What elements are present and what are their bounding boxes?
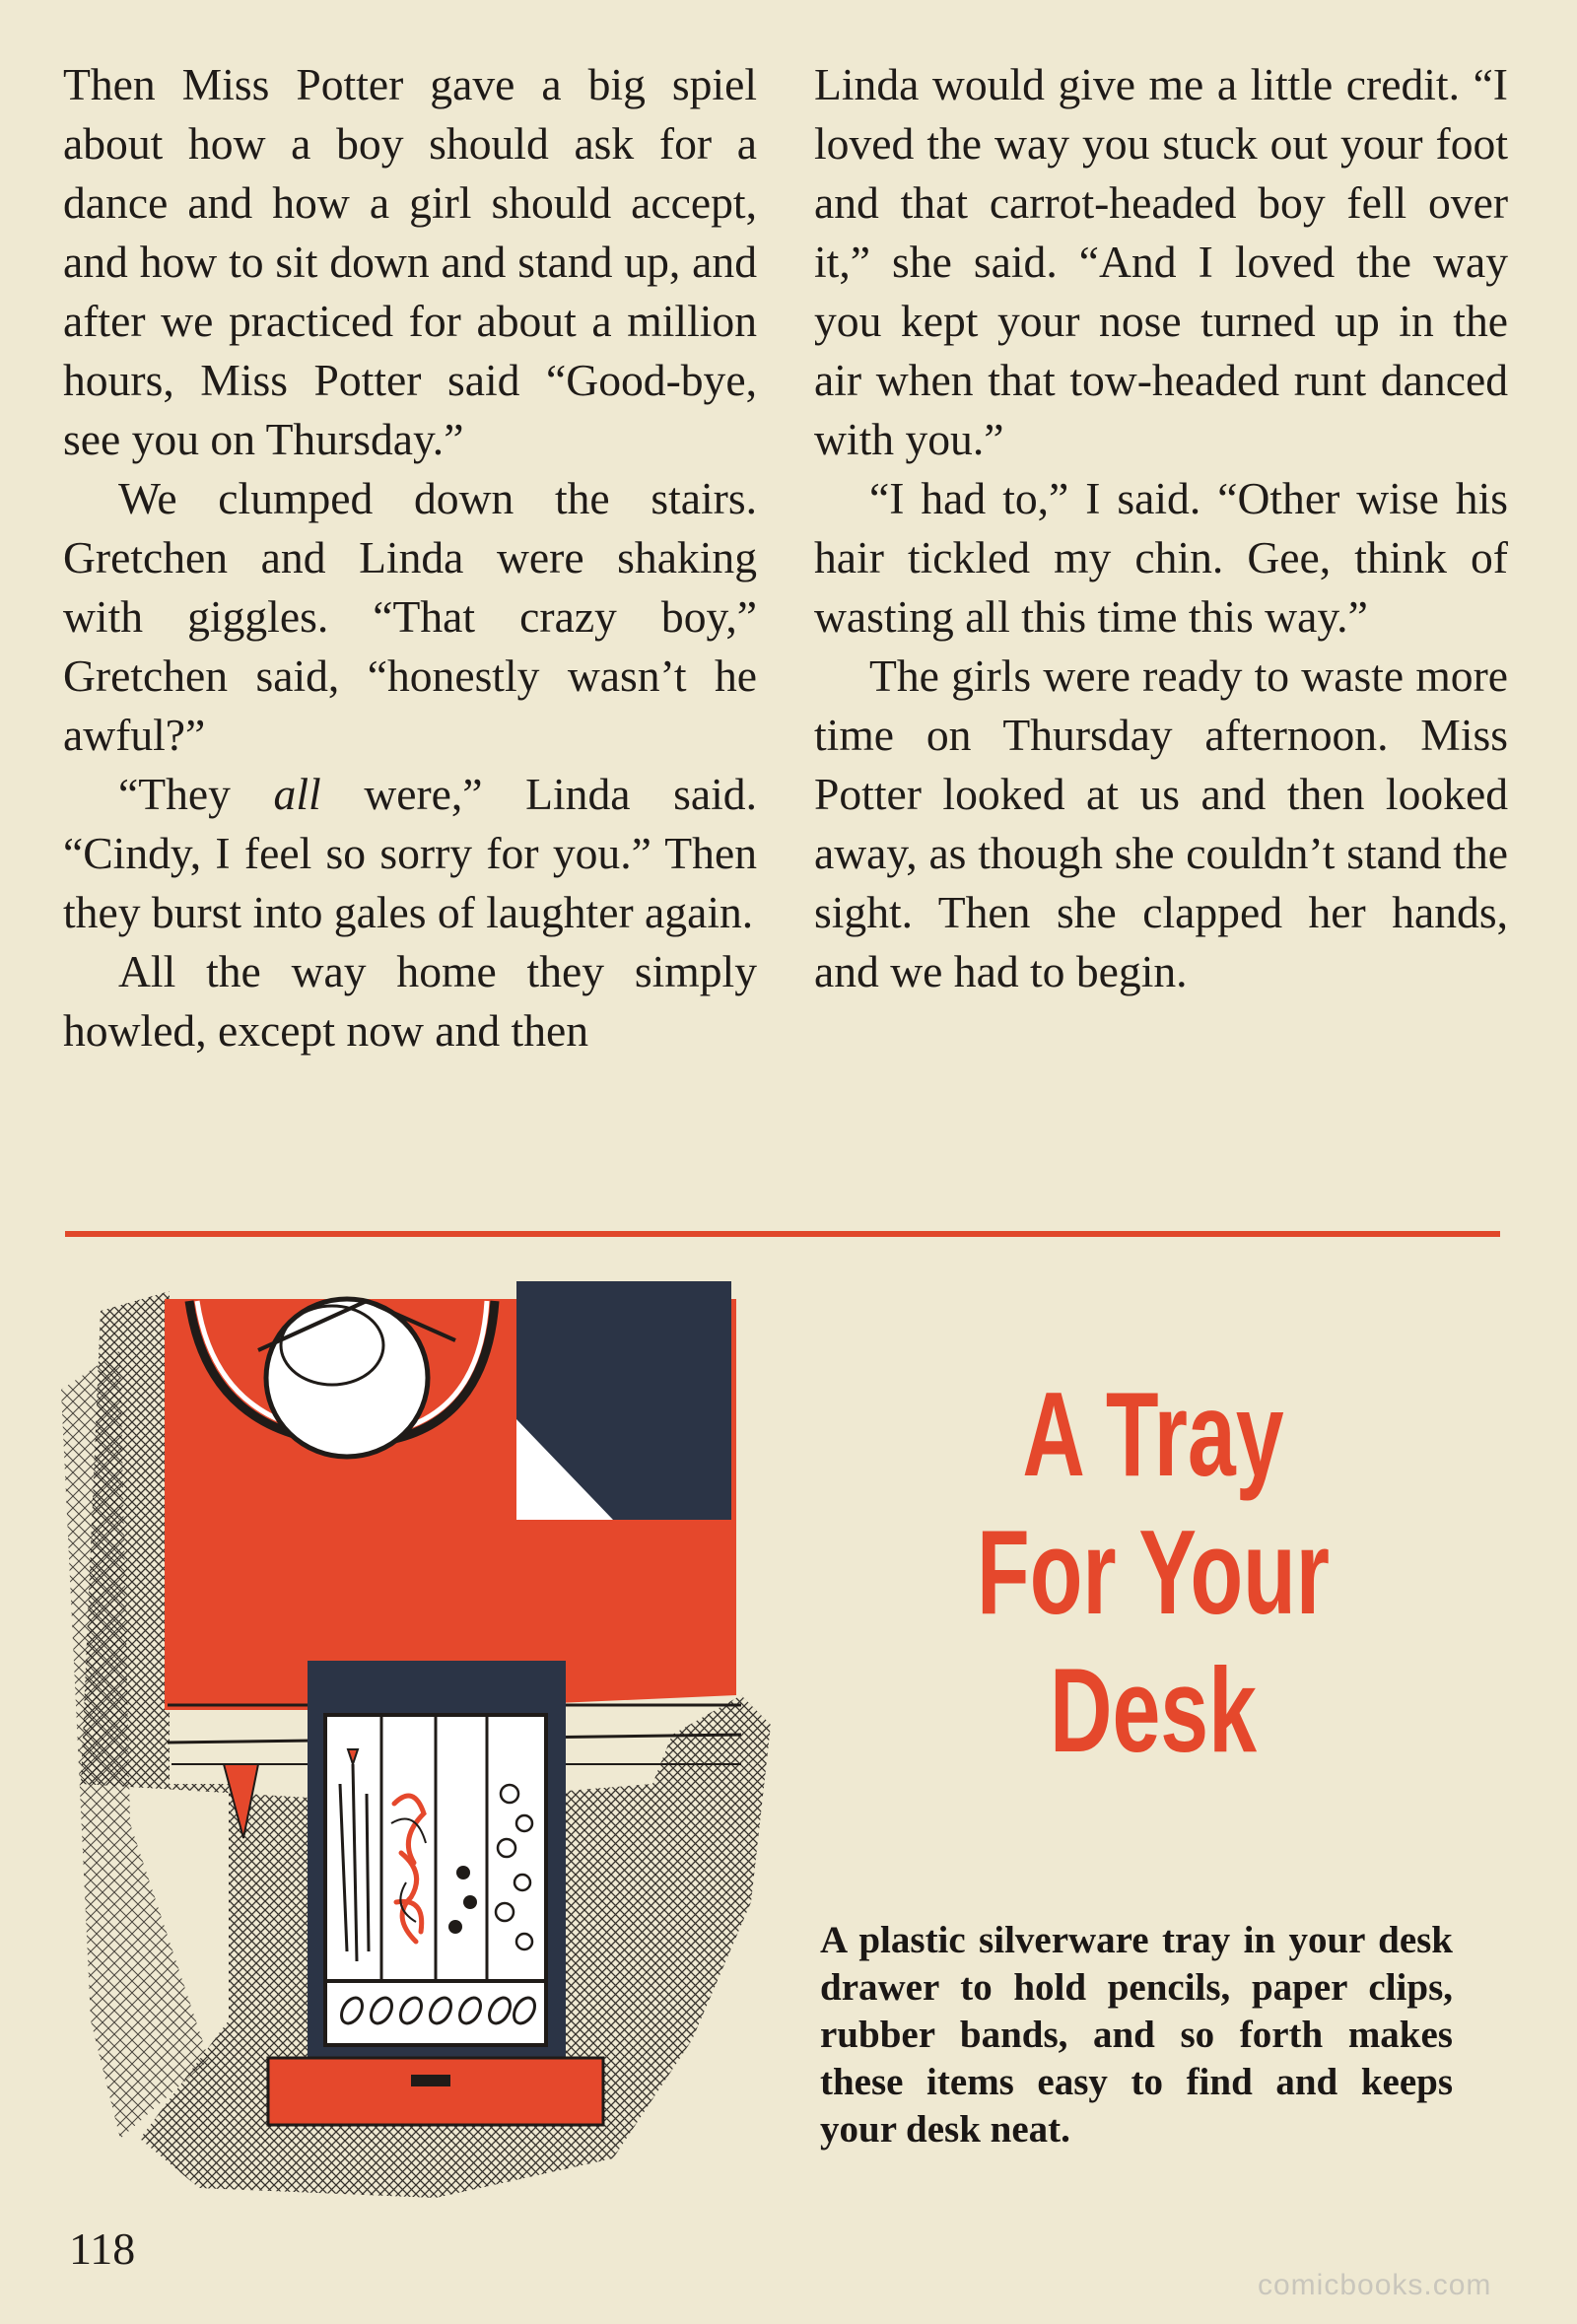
story-paragraph: The girls were ready to waste more time on Thursday afternoon. Miss Potter looked at us and then looked away, as though she couldn’t stand the sight. Then she clapped her hands, and we had to begin. — [814, 650, 1508, 996]
feature-caption: A plastic silverware tray in your desk drawer to hold pencils, paper clips, rubber bands, and so forth makes these items easy to find and keeps your desk neat. — [820, 1919, 1453, 2151]
story-text: “They — [118, 769, 274, 819]
feature-title — [947, 1365, 1359, 1779]
story-column-left — [63, 55, 757, 1060]
story-paragraph: “I had to,” I said. “Other wise his hair tickled my chin. Gee, think of wasting all this time this way.” — [814, 473, 1508, 642]
feature-title-line: A Tray — [1022, 1367, 1284, 1501]
story-paragraph: All the way home they simply howled, except now and then — [63, 946, 757, 1056]
story-paragraph: Then Miss Potter gave a big spiel about how a boy should ask for a dance and how a girl should accept, and how to sit down and stand up, and after we practiced for about a million hours, Miss Potter said “Good-bye, see you on Thursday.” — [63, 59, 757, 464]
section-divider — [65, 1231, 1500, 1237]
story-emphasis: all — [273, 769, 321, 819]
feature-title-line: For Your — [977, 1505, 1330, 1639]
story-text: were,” Linda said. “Cindy, I feel so sorry for you.” Then they burst into gales of laughter again. — [63, 769, 757, 937]
watermark: comicbooks.com — [1258, 2269, 1492, 2301]
story-paragraph — [63, 765, 757, 942]
story-paragraph: Linda would give me a little credit. “I loved the way you stuck out your foot and that carrot-headed boy fell over it,” she said. “And I loved the way you kept your nose turned up in the air when that tow-headed runt danced with you.” — [814, 59, 1508, 464]
feature-title-line: Desk — [1050, 1643, 1257, 1777]
page-number: 118 — [69, 2223, 136, 2274]
story-paragraph: We clumped down the stairs. Gretchen and Linda were shaking with giggles. “That crazy boy,” Gretchen said, “honestly wasn’t he awful?” — [63, 473, 757, 760]
desk-tray-illustration — [61, 1271, 771, 2208]
story-column-right — [814, 55, 1508, 1001]
